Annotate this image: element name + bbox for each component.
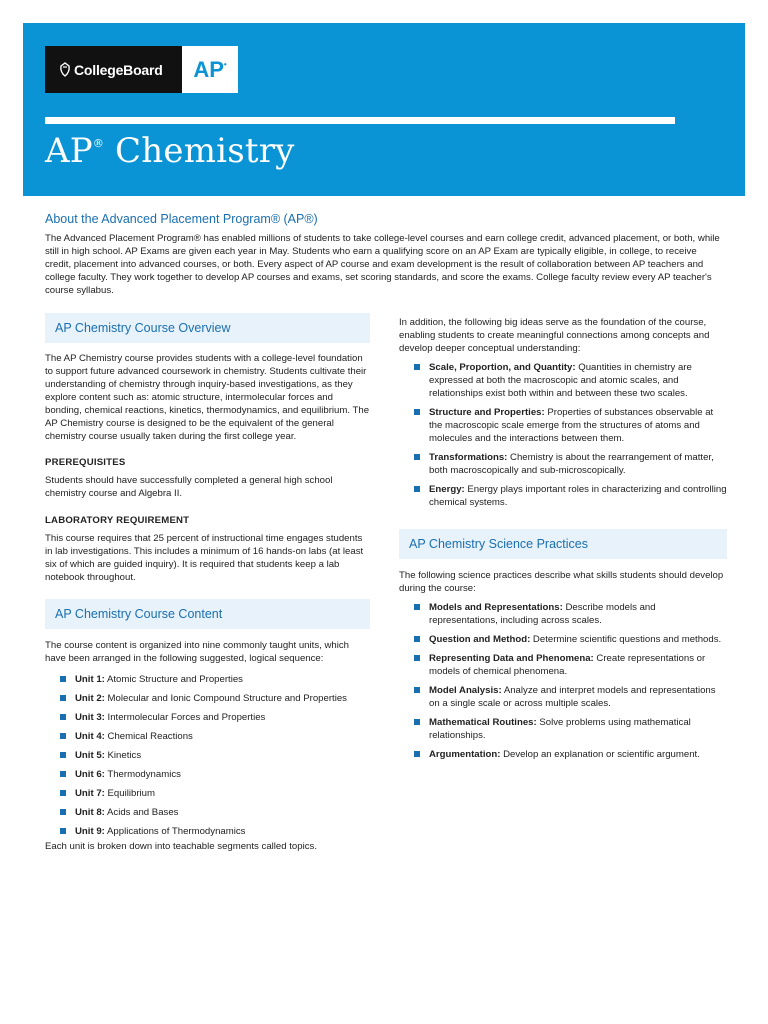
list-item: Unit 2: Molecular and Ionic Compound Structure and Properties: [45, 692, 370, 705]
about-heading: About the Advanced Placement Program® (AP®): [45, 212, 318, 226]
big-ideas-intro: In addition, the following big ideas serve as the foundation of the course, enabling students to create meaningful connections among concepts and develop deeper conceptual understanding:: [399, 317, 710, 354]
list-item: Unit 7: Equilibrium: [45, 787, 370, 800]
practices-list: [399, 601, 727, 761]
header-banner: [23, 23, 745, 196]
right-column: [399, 316, 727, 767]
list-item: Unit 8: Acids and Bases: [45, 806, 370, 819]
list-item: Mathematical Routines: Solve problems using mathematical relationships.: [399, 716, 727, 742]
about-body: The Advanced Placement Program® has enabled millions of students to take college-level courses and earn college credit, advanced placement, or both, while still in high school. AP Exams are given each year in May. Students who earn a qualifying score on an AP Exam are typically eligible, in college, to receive credit, placement into advanced courses, or both. Every aspect of AP course and exam development is the result of collaboration between AP teachers and college faculty. They work together to develop AP courses and exams, set scoring standards, and score the exams. College faculty review every AP teacher's course syllabus.: [45, 233, 720, 296]
practices-heading: AP Chemistry Science Practices: [399, 529, 727, 559]
lab-heading: LABORATORY REQUIREMENT: [45, 515, 190, 526]
collegeboard-logo: CollegeBoard: [45, 46, 182, 93]
list-item: Unit 3: Intermolecular Forces and Properties: [45, 711, 370, 724]
list-item: Model Analysis: Analyze and interpret models and representations on a single scale or across multiple scales.: [399, 684, 727, 710]
big-ideas-list: [399, 361, 727, 509]
list-item: Representing Data and Phenomena: Create representations or models of chemical phenomena.: [399, 652, 727, 678]
list-item: Unit 9: Applications of Thermodynamics: [45, 825, 370, 838]
prereq-body: Students should have successfully completed a general high school chemistry course and Algebra II.: [45, 475, 333, 499]
list-item: Unit 5: Kinetics: [45, 749, 370, 762]
list-item: Unit 6: Thermodynamics: [45, 768, 370, 781]
list-item: Models and Representations: Describe models and representations, including across scales.: [399, 601, 727, 627]
prereq-heading: PREREQUISITES: [45, 457, 126, 468]
overview-heading: AP Chemistry Course Overview: [45, 313, 370, 343]
list-item: Argumentation: Develop an explanation or scientific argument.: [399, 748, 727, 761]
left-column: [45, 313, 370, 853]
list-item: Energy: Energy plays important roles in characterizing and controlling chemical systems.: [399, 483, 727, 509]
lab-body: This course requires that 25 percent of instructional time engages students in lab investigations. This includes a minimum of 16 hands-on labs (at least six of which are guided inquiry). It is required that students keep a lab notebook throughout.: [45, 533, 364, 583]
divider: [45, 117, 675, 124]
list-item: Scale, Proportion, and Quantity: Quantities in chemistry are expressed at both the macroscopic and atomic scales, and relationships exist both within and between these two scales.: [399, 361, 727, 400]
list-item: Structure and Properties: Properties of substances observable at the macroscopic scale emerge from the structures of atoms and molecules and the interactions between them.: [399, 406, 727, 445]
practices-intro: The following science practices describe what skills students should develop during the course:: [399, 570, 724, 594]
content-outro: Each unit is broken down into teachable segments called topics.: [45, 841, 317, 852]
overview-body: The AP Chemistry course provides students with a college-level foundation to support future advanced coursework in chemistry. Students cultivate their understanding of chemistry through inquiry-based investigations, as they explore content such as: atomic structure, intermolecular forces and bonding, chemical reactions, kinetics, thermodynamics, and equilibrium. The AP Chemistry course is designed to be the equivalent of the general chemistry course usually taken during the first college year.: [45, 353, 370, 442]
content-heading: AP Chemistry Course Content: [45, 599, 370, 629]
content-intro: The course content is organized into nine commonly taught units, which have been arranged in the following suggested, logical sequence:: [45, 640, 349, 664]
ap-logo: AP •: [182, 46, 238, 93]
list-item: Unit 1: Atomic Structure and Properties: [45, 673, 370, 686]
list-item: Transformations: Chemistry is about the rearrangement of matter, both macroscopically and sub-microscopically.: [399, 451, 727, 477]
logo: [45, 46, 238, 93]
list-item: Unit 4: Chemical Reactions: [45, 730, 370, 743]
page-title: AP® Chemistry: [45, 131, 295, 171]
acorn-icon: [59, 62, 71, 77]
list-item: Question and Method: Determine scientific questions and methods.: [399, 633, 727, 646]
unit-list: [45, 673, 370, 838]
